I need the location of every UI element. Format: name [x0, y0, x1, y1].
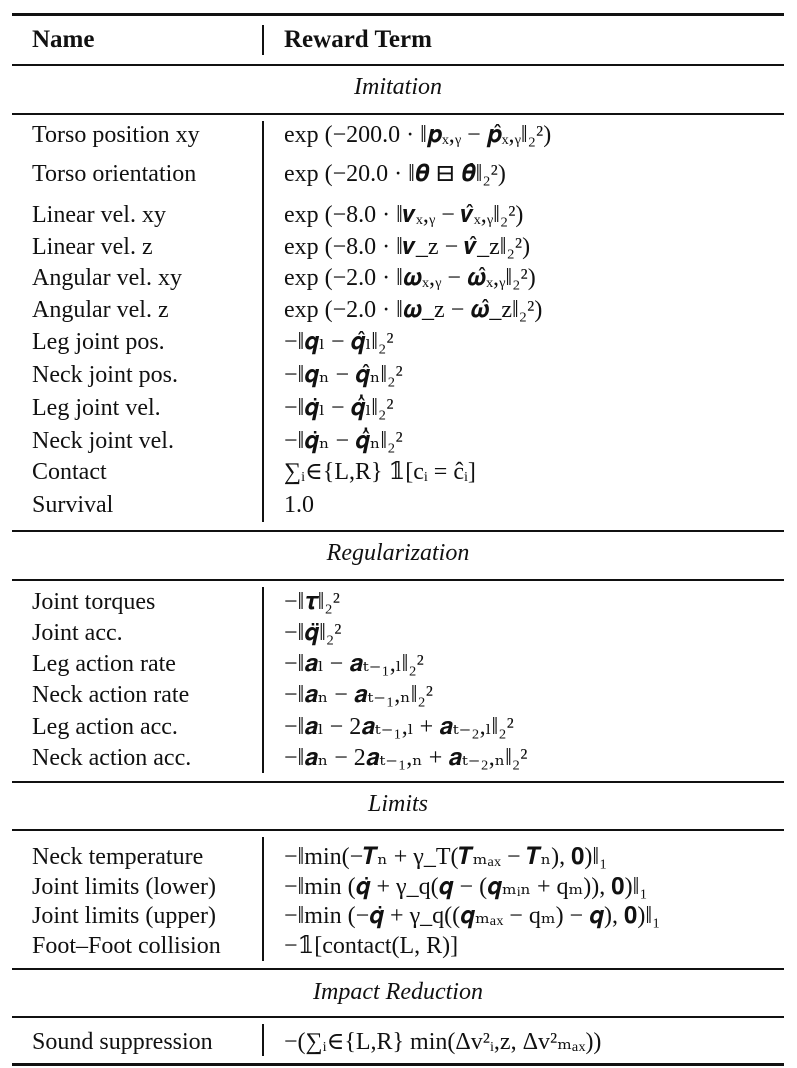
row-formula: exp (−8.0 · ‖𝒗ₓ,ᵧ − 𝒗̂ₓ,ᵧ‖₂²): [284, 202, 524, 228]
section-title-regularization: Regularization: [326, 540, 470, 566]
bottom-rule: [12, 1063, 784, 1066]
row-name: Neck joint vel.: [32, 428, 174, 454]
row-name: Angular vel. xy: [32, 265, 182, 291]
row-formula: −‖min(−𝑻̇ₙ + γ_T(𝑻ₘₐₓ − 𝑻ₙ), 𝟎)‖₁: [284, 844, 608, 870]
row-formula: −‖min (𝒒̇ + γ_q(𝒒 − (𝒒ₘᵢₙ + qₘ)), 𝟎)‖₁: [284, 874, 648, 900]
impact-top-rule: [12, 968, 784, 970]
impact-separator: [262, 1024, 264, 1056]
row-name: Torso position xy: [32, 122, 200, 148]
regularization-title-rule: [12, 579, 784, 581]
row-name: Neck action acc.: [32, 745, 192, 771]
row-name: Foot–Foot collision: [32, 933, 221, 959]
section-title-impact-reduction: Impact Reduction: [313, 979, 483, 1005]
row-name: Joint limits (lower): [32, 874, 216, 900]
imitation-title-rule: [12, 113, 784, 115]
row-name: Contact: [32, 459, 107, 485]
row-name: Linear vel. xy: [32, 202, 166, 228]
row-formula: exp (−20.0 · ‖𝜽 ⊟ 𝜽̂‖₂²): [284, 161, 506, 187]
section-title-limits: Limits: [367, 791, 429, 817]
row-name: Angular vel. z: [32, 297, 169, 323]
row-formula: −(∑ᵢ∈{L,R} min(Δv²ᵢ,z, Δv²ₘₐₓ)): [284, 1029, 602, 1055]
row-formula: 1.0: [284, 492, 314, 518]
row-formula: exp (−8.0 · ‖𝒗_z − 𝒗̂_z‖₂²): [284, 234, 531, 260]
row-formula: −‖𝒂ₗ − 2𝒂ₜ₋₁,ₗ + 𝒂ₜ₋₂,ₗ‖₂²: [284, 714, 514, 740]
row-name: Leg action acc.: [32, 714, 178, 740]
row-name: Neck joint pos.: [32, 362, 178, 388]
row-formula: exp (−200.0 · ‖𝒑ₓ,ᵧ − 𝒑̂ₓ,ᵧ‖₂²): [284, 122, 552, 148]
regularization-top-rule: [12, 530, 784, 532]
header-rule: [12, 64, 784, 66]
row-formula: ∑ᵢ∈{L,R} 𝟙[cᵢ = ĉᵢ]: [284, 459, 476, 485]
row-name: Sound suppression: [32, 1029, 213, 1055]
regularization-separator: [262, 587, 264, 773]
row-name: Survival: [32, 492, 114, 518]
row-name: Joint limits (upper): [32, 903, 216, 929]
row-name: Leg joint vel.: [32, 395, 161, 421]
header-separator: [262, 25, 264, 55]
limits-title-rule: [12, 829, 784, 831]
section-title-imitation: Imitation: [354, 74, 442, 100]
imitation-separator: [262, 121, 264, 522]
row-formula: −‖𝒂ₗ − 𝒂ₜ₋₁,ₗ‖₂²: [284, 651, 424, 677]
header-reward-term: Reward Term: [284, 26, 432, 53]
row-formula: −‖𝒒̇ₙ − 𝒒̂̇ₙ‖₂²: [284, 428, 403, 454]
row-formula: −‖min (−𝒒̇ + γ_q((𝒒ₘₐₓ − qₘ) − 𝒒), 𝟎)‖₁: [284, 903, 661, 929]
row-formula: −‖𝒒̇ₗ − 𝒒̂̇ₗ‖₂²: [284, 395, 394, 421]
row-formula: −‖𝝉‖₂²: [284, 589, 340, 615]
row-name: Neck action rate: [32, 682, 190, 708]
row-formula: −‖𝒒ₗ − 𝒒̂ₗ‖₂²: [284, 329, 394, 355]
row-name: Linear vel. z: [32, 234, 153, 260]
row-formula: −‖𝒒ₙ − 𝒒̂ₙ‖₂²: [284, 362, 403, 388]
impact-title-rule: [12, 1016, 784, 1018]
header-name: Name: [32, 26, 95, 53]
top-rule: [12, 13, 784, 16]
row-formula: exp (−2.0 · ‖𝝎ₓ,ᵧ − 𝝎̂ₓ,ᵧ‖₂²): [284, 265, 536, 291]
row-name: Joint acc.: [32, 620, 123, 646]
limits-separator: [262, 837, 264, 961]
row-name: Joint torques: [32, 589, 156, 615]
row-name: Torso orientation: [32, 161, 197, 187]
row-formula: exp (−2.0 · ‖𝝎_z − 𝝎̂_z‖₂²): [284, 297, 543, 323]
row-formula: −‖𝒂ₙ − 2𝒂ₜ₋₁,ₙ + 𝒂ₜ₋₂,ₙ‖₂²: [284, 745, 528, 771]
row-name: Leg action rate: [32, 651, 176, 677]
row-formula: −‖𝒂ₙ − 𝒂ₜ₋₁,ₙ‖₂²: [284, 682, 433, 708]
row-formula: −‖𝒒̈‖₂²: [284, 620, 342, 646]
row-name: Neck temperature: [32, 844, 204, 870]
row-name: Leg joint pos.: [32, 329, 165, 355]
limits-top-rule: [12, 781, 784, 783]
row-formula: −𝟙[contact(L, R)]: [284, 933, 459, 959]
